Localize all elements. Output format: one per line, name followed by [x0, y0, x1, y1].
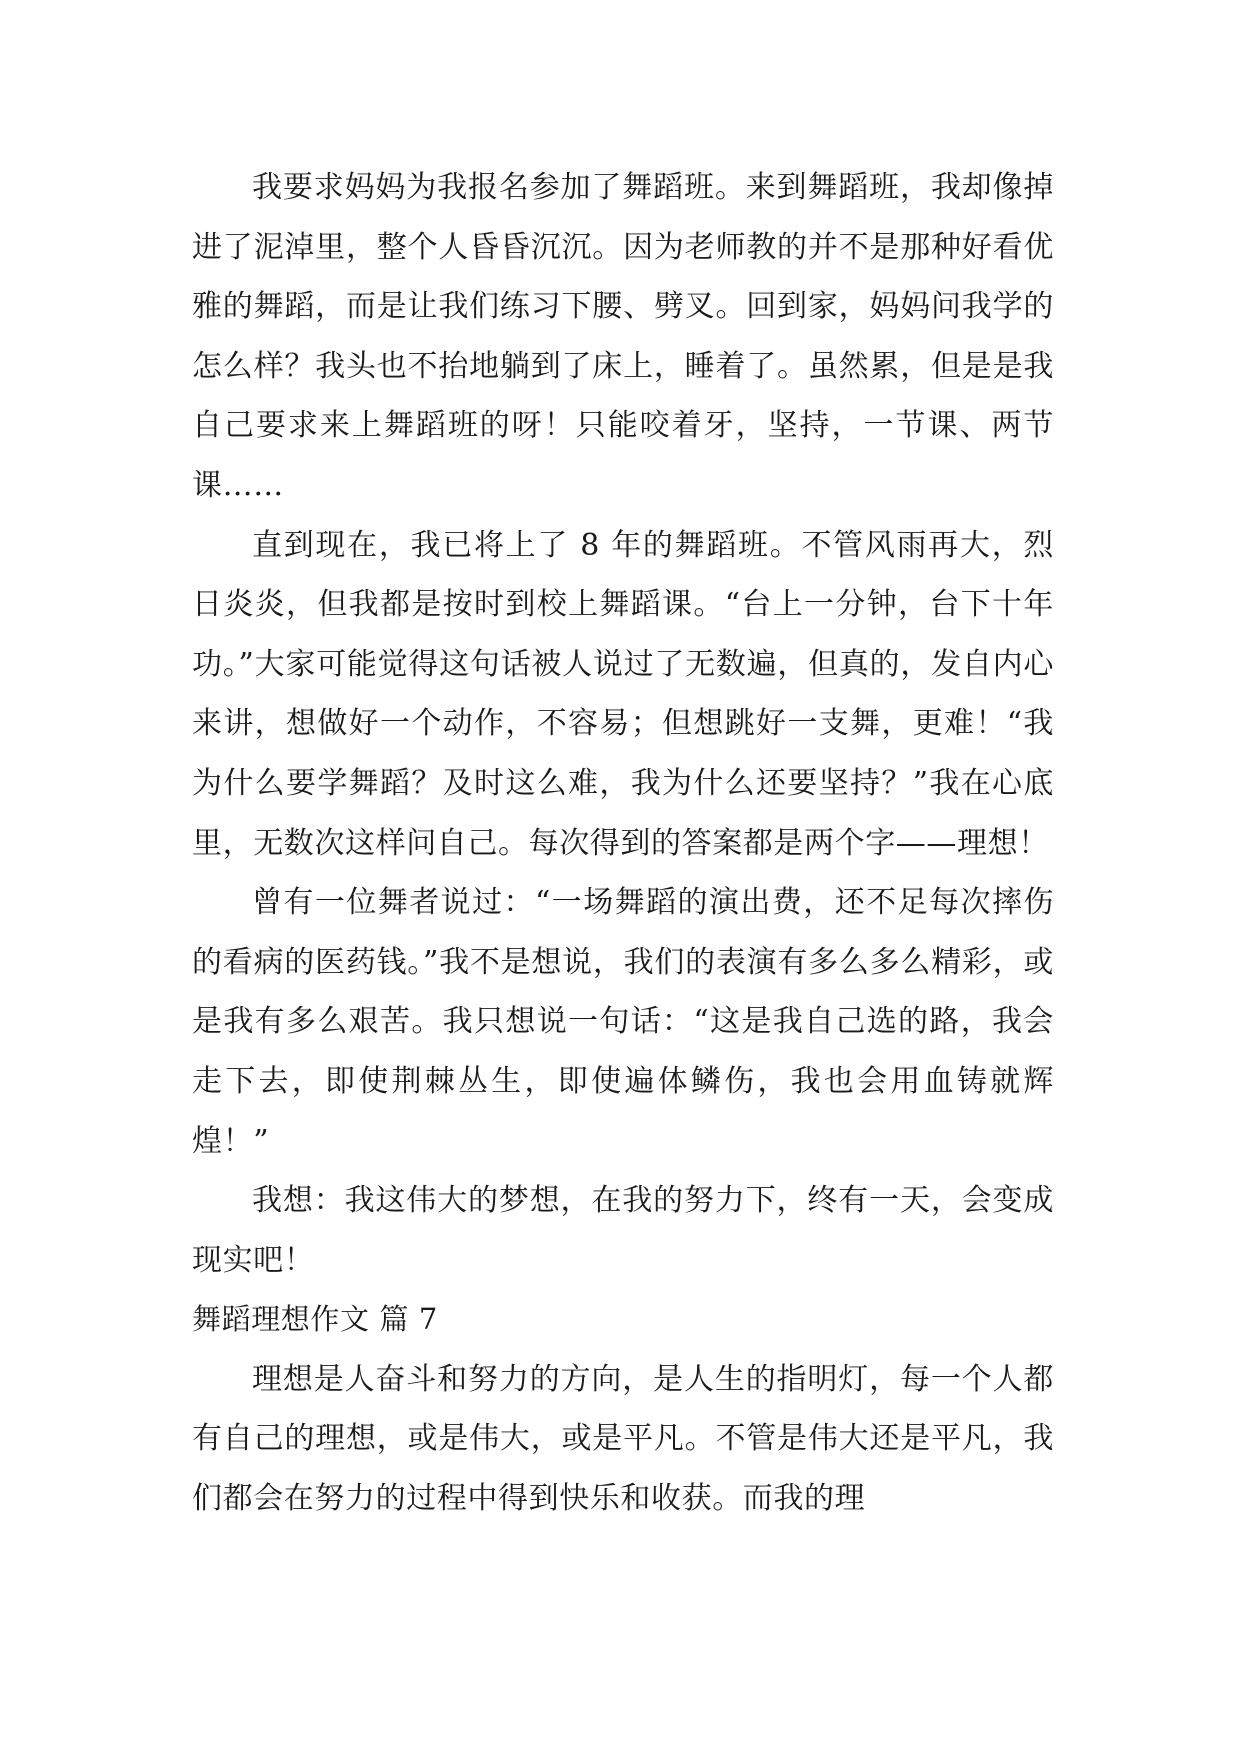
paragraph-dancer-quote: 曾有一位舞者说过：“一场舞蹈的演出费，还不足每次摔伤的看病的医药钱。”我不是想说，我们的表演有多么多么精彩，或是我有多么艰苦。我只想说一句话：“这是我自己选的路，我会走下去，即使荆棘丛生，即使遍体鳞伤，我也会用血铸就辉煌！” — [192, 885, 1054, 1159]
paragraph-ideal-intro: 理想是人奋斗和努力的方向，是人生的指明灯，每一个人都有自己的理想，或是伟大，或是平凡。不管是伟大还是平凡，我们都会在努力的过程中得到快乐和收获。而我的理 — [192, 1361, 1054, 1517]
paragraph-dance-class: 我要求妈妈为我报名参加了舞蹈班。来到舞蹈班，我却像掉进了泥淖里，整个人昏昏沉沉。因为老师教的并不是那种好看优雅的舞蹈，而是让我们练习下腰、劈叉。回到家，妈妈问我学的怎么样？我头也不抬地躺到了床上，睡着了。虽然累，但是是我自己要求来上舞蹈班的呀！只能咬着牙，坚持，一节课、两节课…… — [192, 170, 1054, 503]
paragraph-eight-years: 直到现在，我已将上了 8 年的舞蹈班。不管风雨再大，烈日炎炎，但我都是按时到校上舞蹈课。“台上一分钟，台下十年功。”大家可能觉得这句话被人说过了无数遍，但真的，发自内心来讲，想做好一个动作，不容易；但想跳好一支舞，更难！“我为什么要学舞蹈？及时这么难，我为什么还要坚持？”我在心底里，无数次这样问自己。每次得到的答案都是两个字——理想！ — [192, 527, 1054, 861]
document-body — [192, 158, 1054, 1529]
paragraph-dream: 我想：我这伟大的梦想，在我的努力下，终有一天，会变成现实吧！ — [192, 1183, 1054, 1278]
section-heading: 舞蹈理想作文 篇 7 — [192, 1302, 438, 1337]
